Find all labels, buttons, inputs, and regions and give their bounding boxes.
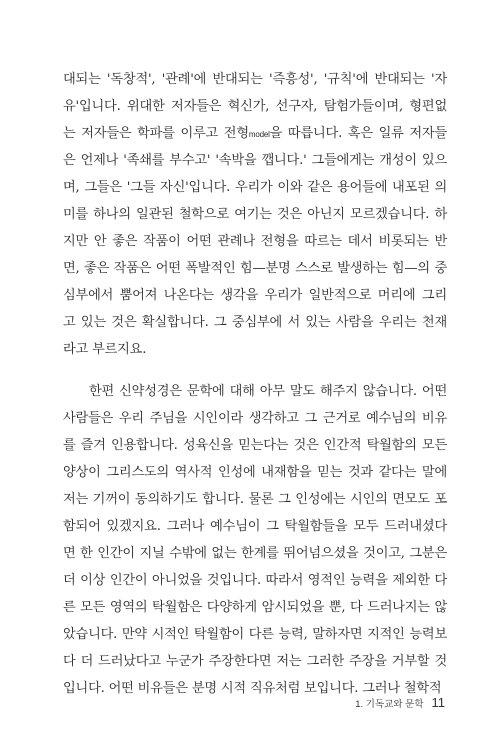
text-line: 대되는 '독창적', '관례'에 반대되는 '즉흥성', '규칙'에 반대되는 '자 xyxy=(63,72,447,87)
chapter-title: 1. 기독교와 문학 xyxy=(355,699,424,710)
text-line: 저는 기꺼이 동의하기도 합니다. 물론 그 인성에는 시인의 면모도 포 xyxy=(63,491,447,507)
text-line: 고 있는 것은 확실합니다. 그 중심부에 서 있는 사람을 우리는 천재 xyxy=(63,315,447,331)
text-line: 더 이상 인간이 아니었을 것입니다. 따라서 영적인 능력을 제외한 다 xyxy=(63,572,447,588)
text-line: 를 즐겨 인용합니다. 성육신을 믿는다는 것은 인간적 탁월함의 모든 xyxy=(63,437,447,453)
paragraph xyxy=(63,378,447,703)
text-line: 다 더 드러났다고 누군가 주장한다면 저는 그러한 주장을 거부할 것 xyxy=(63,653,447,669)
body-text xyxy=(63,66,447,702)
gloss-model: model xyxy=(248,130,270,140)
text-line: 면 한 인간이 지닐 수밖에 없는 한계를 뛰어넘으셨을 것이고, 그분은 xyxy=(63,545,447,561)
text-line: 사람들은 우리 주님을 시인이라 생각하고 그 근거로 예수님의 비유 xyxy=(63,410,447,426)
text-line: 은 언제나 '족쇄를 부수고' '속박을 깹니다.' 그들에게는 개성이 있으 xyxy=(63,153,447,169)
text-line: 심부에서 뿜어져 나온다는 생각을 우리가 일반적으로 머리에 그리 xyxy=(63,288,447,304)
page-number: 11 xyxy=(431,695,445,710)
text-line: 한편 신약성경은 문학에 대해 아무 말도 해주지 않습니다. 어떤 xyxy=(89,383,447,399)
text-line: 는 저자들은 학파를 이루고 전형model을 따릅니다. 혹은 일류 저자들 xyxy=(63,126,447,142)
text-line: 면, 좋은 작품은 어떤 폭발적인 힘—분명 스스로 발생하는 힘—의 중 xyxy=(63,261,447,277)
text-line: 른 모든 영역의 탁월함은 다양하게 암시되었을 뿐, 다 드러나지는 않 xyxy=(63,599,447,615)
text-line: 유'입니다. 위대한 저자들은 혁신가, 선구자, 탐험가들이며, 형편없 xyxy=(63,99,447,115)
text-line: 았습니다. 만약 시적인 탁월함이 다른 능력, 말하자면 지적인 능력보 xyxy=(63,626,447,642)
text-line: 입니다. 어떤 비유들은 분명 시적 직유처럼 보입니다. 그러나 철학적 xyxy=(63,681,442,697)
text-line: 함되어 있겠지요. 그러나 예수님이 그 탁월함들을 모두 드러내셨다 xyxy=(63,518,447,534)
text-line: 며, 그들은 '그들 자신'입니다. 우리가 이와 같은 용어들에 내포된 의 xyxy=(63,180,447,196)
text-line: 양상이 그리스도의 역사적 인성에 내재함을 믿는 것과 같다는 말에 xyxy=(63,464,447,480)
paragraph xyxy=(63,66,447,364)
page-footer xyxy=(355,695,445,710)
text-line: 라고 부르지요. xyxy=(63,342,147,358)
text-line: 지만 안 좋은 작품이 어떤 관례나 전형을 따르는 데서 비롯되는 반 xyxy=(63,234,447,250)
text-line: 미를 하나의 일관된 철학으로 여기는 것은 아닌지 모르겠습니다. 하 xyxy=(63,207,447,223)
